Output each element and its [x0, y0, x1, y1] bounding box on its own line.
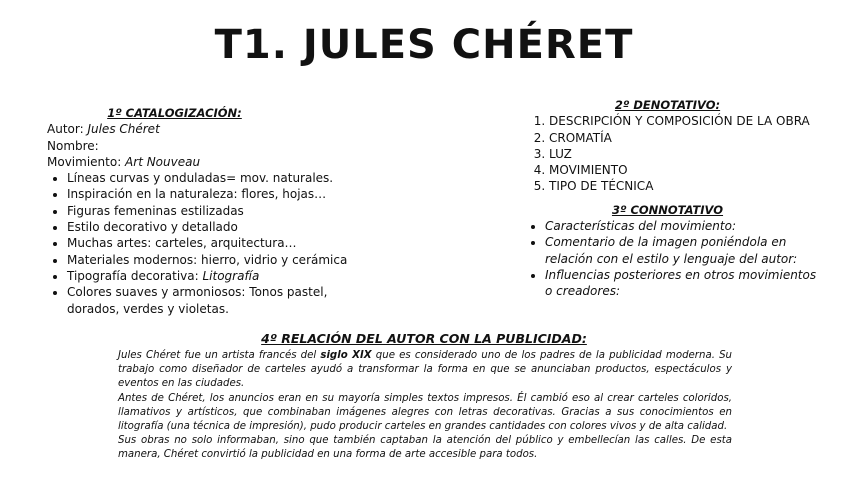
- list-item: 2. CROMATÍA: [549, 130, 825, 146]
- movimiento-line: [47, 154, 352, 170]
- relacion-paragraph-1: [118, 349, 732, 392]
- relacion-paragraph-3: Sus obras no solo informaban, sino que también captaban la atención del público y embellecían las calles. De esta manera, Chéret convirtió la publicidad en una forma de arte accesible para todos.: [118, 435, 732, 461]
- connotativo-list: [525, 218, 825, 299]
- movimiento-label: Movimiento:: [47, 154, 126, 169]
- list-item: 3. LUZ: [549, 146, 825, 162]
- nombre-line: Nombre:: [47, 138, 99, 153]
- analysis-section: [525, 97, 825, 300]
- list-item: • Materiales modernos: hierro, vidrio y cerámica: [67, 252, 352, 268]
- list-item: • Figuras femeninas estilizadas: [67, 203, 352, 219]
- catalog-section: [47, 105, 352, 317]
- list-item: • Comentario de la imagen poniéndola en relación con el estilo y lenguaje del autor:: [545, 234, 825, 267]
- relacion-p1-text: Jules Chéret fue un artista francés del: [118, 350, 321, 361]
- siglo-bold: siglo XIX: [320, 350, 372, 361]
- list-item: 4. MOVIMIENTO: [549, 162, 825, 178]
- list-item: • Colores suaves y armoniosos: Tonos pastel, dorados, verdes y violetas.: [67, 284, 352, 317]
- list-item: • Líneas curvas y onduladas= mov. naturales.: [67, 170, 352, 186]
- relacion-heading: 4º RELACIÓN DEL AUTOR CON LA PUBLICIDAD:: [261, 331, 587, 346]
- denotativo-heading: 2º DENOTATIVO:: [614, 98, 721, 112]
- catalog-heading: 1º CATALOGIZACIÓN:: [107, 106, 242, 120]
- relacion-p1-text-cont: que es considerado uno de los padres de la publicidad moderna. Su trabajo como diseñador de carteles ayudó a transformar la forma en que se anunciaban productos, espectáculos y eventos en las ciudades.: [118, 350, 732, 390]
- catalog-bullet-list: [47, 170, 352, 317]
- autor-label: Autor:: [47, 122, 88, 137]
- relacion-body: [118, 349, 732, 463]
- list-item: • Influencias posteriores en otros movimientos o creadores:: [545, 267, 825, 300]
- list-item: 5. TIPO DE TÉCNICA: [549, 178, 825, 194]
- autor-value: Jules Chéret: [87, 122, 160, 137]
- list-item: [67, 268, 352, 284]
- list-item: • Características del movimiento:: [545, 218, 825, 234]
- autor-line: [47, 121, 352, 137]
- tipografia-value: Litografía: [202, 268, 260, 283]
- movimiento-value: Art Nouveau: [125, 154, 201, 169]
- list-item: • Inspiración en la naturaleza: flores, hojas…: [67, 186, 352, 202]
- relacion-paragraph-2: Antes de Chéret, los anuncios eran en su mayoría simples textos impresos. Él cambió eso al crear carteles coloridos, llamativos y artísticos, que combinaban imágenes alegres con letras decorativas. Gracias a sus conocimientos en litografía (una técnica de impresión), pudo producir carteles en grandes cantidades con colores vivos y de alta calidad.: [118, 392, 732, 433]
- connotativo-heading: 3º CONNOTATIVO: [611, 202, 724, 217]
- tipografia-label: Tipografía decorativa:: [67, 268, 203, 283]
- list-item: 1. DESCRIPCIÓN Y COMPOSICIÓN DE LA OBRA: [549, 113, 825, 129]
- list-item: • Estilo decorativo y detallado: [67, 219, 352, 235]
- page-title: T1. JULES CHÉRET: [214, 22, 634, 68]
- denotativo-list: [525, 113, 825, 194]
- list-item: • Muchas artes: carteles, arquitectura…: [67, 235, 352, 251]
